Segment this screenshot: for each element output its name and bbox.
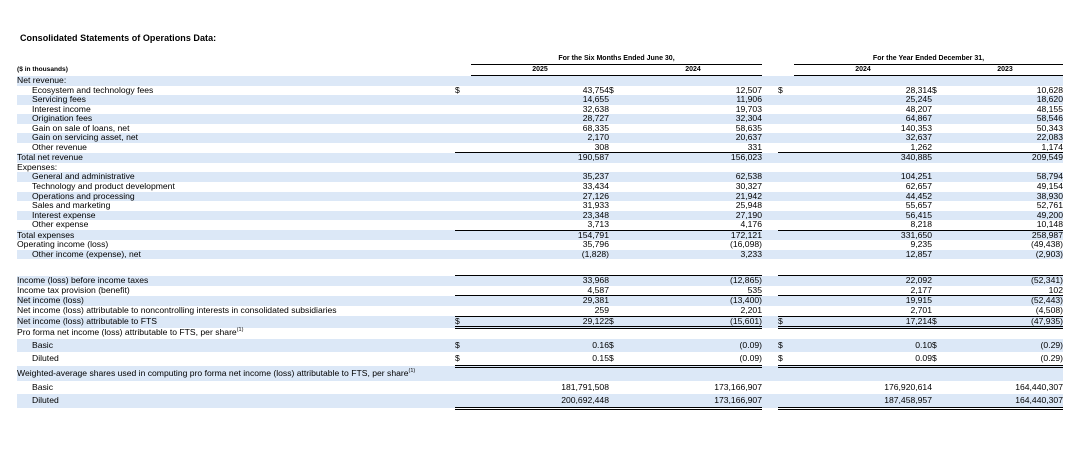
table-row — [17, 316, 1063, 328]
value-cell: (1,828) — [471, 250, 609, 260]
currency-symbol — [932, 276, 947, 286]
currency-symbol — [932, 250, 947, 260]
currency-symbol — [778, 124, 794, 134]
currency-symbol — [609, 133, 624, 143]
value-cell: 68,335 — [582, 122, 609, 133]
table-row — [17, 286, 1063, 296]
currency-symbol — [932, 105, 947, 115]
value-cell: 173,166,907 — [624, 394, 762, 409]
row-label: Income tax provision (benefit) — [17, 285, 130, 296]
value-cell: 164,440,307 — [947, 394, 1063, 409]
currency-symbol: $ — [455, 352, 471, 367]
header-year-ended: For the Year Ended December 31, — [794, 53, 1063, 65]
table-row — [17, 276, 1063, 286]
currency-symbol: $ — [609, 352, 624, 367]
row-label: Other revenue — [32, 142, 87, 153]
currency-symbol — [609, 163, 624, 173]
currency-symbol — [609, 240, 624, 250]
value-cell — [624, 366, 762, 381]
value-cell: 19,703 — [735, 103, 762, 114]
currency-symbol — [609, 95, 624, 105]
currency-symbol: $ — [778, 339, 794, 352]
currency-symbol: $ — [778, 84, 783, 95]
value-cell: 32,304 — [624, 114, 762, 124]
value-cell: 331 — [747, 141, 762, 152]
row-label: Servicing fees — [17, 95, 455, 105]
row-label: Other income (expense), net — [17, 250, 455, 260]
value-cell: 9,235 — [910, 239, 932, 250]
value-cell — [471, 328, 609, 339]
value-cell: 38,930 — [947, 192, 1063, 202]
currency-symbol — [932, 381, 947, 394]
value-cell: 10,148 — [1036, 219, 1063, 230]
currency-symbol — [778, 286, 794, 296]
value-cell: 48,155 — [1036, 103, 1063, 114]
currency-symbol: $ — [455, 316, 471, 328]
operations-table — [17, 53, 1063, 410]
currency-symbol — [778, 192, 794, 202]
currency-symbol — [932, 220, 947, 230]
value-cell: 0.09 — [794, 352, 932, 367]
value-cell: (0.29) — [947, 352, 1063, 367]
header-col-2024-year: 2024 — [794, 65, 932, 76]
value-cell: (4,508) — [1035, 305, 1063, 316]
value-cell: 4,176 — [740, 219, 762, 230]
currency-symbol — [455, 250, 471, 260]
currency-symbol — [932, 211, 947, 221]
currency-symbol — [932, 230, 947, 240]
table-row — [17, 306, 1063, 316]
currency-symbol — [609, 328, 624, 339]
value-cell: 140,353 — [900, 122, 932, 133]
currency-symbol — [778, 133, 794, 143]
header-col-2023: 2023 — [947, 65, 1063, 76]
value-cell: (0.29) — [947, 339, 1063, 352]
value-cell: 22,083 — [947, 133, 1063, 143]
currency-symbol — [778, 114, 794, 124]
value-cell: 1,174 — [1041, 141, 1063, 152]
value-cell: 28,727 — [471, 114, 609, 124]
units-label: ($ in thousands) — [17, 66, 68, 73]
value-cell: 0.16 — [471, 339, 609, 352]
header-col-2025: 2025 — [471, 65, 609, 76]
table-row — [17, 366, 1063, 381]
value-cell: (49,438) — [1030, 239, 1063, 250]
table-row — [17, 328, 1063, 339]
value-cell: 2,201 — [740, 305, 762, 316]
row-label: Pro forma net income (loss) attributable to FTS, per share$^{(1)}$ — [17, 327, 244, 338]
table-row — [17, 133, 1063, 143]
value-cell: 33,968 — [471, 276, 609, 286]
value-cell: (47,935) — [947, 316, 1063, 328]
header-year-row — [17, 65, 1063, 76]
currency-symbol — [455, 105, 471, 115]
table-row — [17, 220, 1063, 230]
value-cell: 8,218 — [910, 219, 932, 230]
value-cell: 1,262 — [910, 141, 932, 152]
header-group-row — [17, 53, 1063, 65]
table-row — [17, 230, 1063, 240]
currency-symbol — [778, 143, 794, 153]
value-cell: 104,251 — [794, 172, 932, 182]
currency-symbol — [609, 306, 624, 316]
value-cell: 3,233 — [624, 250, 762, 260]
value-cell: 209,549 — [947, 153, 1063, 163]
currency-symbol — [609, 153, 624, 163]
table-row — [17, 250, 1063, 260]
value-cell: 25,948 — [735, 200, 762, 211]
value-cell: 28,314 — [905, 84, 932, 95]
row-label: Sales and marketing — [32, 200, 111, 211]
currency-symbol — [778, 163, 794, 173]
value-cell: 200,692,448 — [471, 394, 609, 409]
row-label: Technology and product development — [32, 181, 175, 192]
table-row — [17, 339, 1063, 352]
currency-symbol — [778, 276, 794, 286]
currency-symbol — [778, 230, 794, 240]
row-label: Income (loss) before income taxes — [17, 276, 455, 286]
currency-symbol — [778, 220, 794, 230]
currency-symbol — [455, 240, 471, 250]
currency-symbol — [609, 211, 624, 221]
currency-symbol — [778, 306, 794, 316]
row-label: Basic — [17, 339, 455, 352]
currency-symbol — [932, 394, 947, 409]
value-cell: 30,327 — [735, 181, 762, 192]
currency-symbol — [932, 286, 947, 296]
value-cell: 0.15 — [471, 352, 609, 367]
value-cell: 22,092 — [794, 276, 932, 286]
value-cell: 4,587 — [587, 284, 609, 295]
value-cell: 58,794 — [947, 172, 1063, 182]
currency-symbol: $ — [455, 84, 460, 95]
value-cell: (52,443) — [947, 296, 1063, 306]
value-cell: 19,915 — [794, 296, 932, 306]
value-cell — [947, 366, 1063, 381]
value-cell: 62,538 — [624, 172, 762, 182]
currency-symbol — [778, 95, 794, 105]
value-cell — [947, 328, 1063, 339]
row-label: Operating income (loss) — [17, 239, 109, 250]
currency-symbol: $ — [932, 352, 947, 367]
currency-symbol — [609, 296, 624, 306]
value-cell: 20,637 — [624, 133, 762, 143]
row-label: Weighted-average shares used in computing pro forma net income (loss) attributable to FTS, per share$^{(1)}$ — [17, 366, 455, 381]
value-cell: 44,452 — [794, 192, 932, 202]
currency-symbol — [609, 230, 624, 240]
currency-symbol: $ — [609, 84, 614, 95]
currency-symbol — [932, 163, 947, 173]
currency-symbol — [778, 394, 794, 409]
currency-symbol — [609, 105, 624, 115]
currency-symbol — [455, 286, 471, 296]
currency-symbol — [932, 95, 947, 105]
currency-symbol — [932, 153, 947, 163]
currency-symbol — [455, 133, 471, 143]
value-cell: 154,791 — [471, 230, 609, 240]
currency-symbol — [455, 182, 471, 192]
currency-symbol — [455, 366, 471, 381]
row-label: Total expenses — [17, 230, 455, 240]
currency-symbol — [455, 381, 471, 394]
row-label: Diluted — [17, 394, 455, 409]
currency-symbol — [609, 220, 624, 230]
value-cell: 259 — [594, 305, 609, 316]
header-six-months: For the Six Months Ended June 30, — [471, 53, 762, 65]
value-cell — [794, 366, 932, 381]
value-cell: 32,638 — [582, 103, 609, 114]
currency-symbol — [609, 366, 624, 381]
value-cell — [624, 328, 762, 339]
currency-symbol — [932, 114, 947, 124]
currency-symbol — [455, 306, 471, 316]
currency-symbol: $ — [609, 316, 624, 328]
row-label: Basic — [32, 381, 54, 392]
value-cell: 43,754 — [582, 84, 609, 95]
row-label: Diluted — [32, 353, 59, 364]
value-cell: 2,701 — [910, 305, 932, 316]
value-cell: 14,655 — [471, 95, 609, 105]
value-cell: 48,207 — [905, 103, 932, 114]
value-cell: 12,507 — [735, 84, 762, 95]
value-cell: 32,637 — [794, 133, 932, 143]
value-cell: 23,348 — [471, 211, 609, 221]
row-label: Other expense — [32, 219, 89, 230]
value-cell: 2,177 — [910, 284, 932, 295]
table-row — [17, 211, 1063, 221]
currency-symbol — [778, 105, 794, 115]
currency-symbol — [778, 172, 794, 182]
table-row — [17, 381, 1063, 394]
value-cell: (13,400) — [624, 296, 762, 306]
currency-symbol — [932, 328, 947, 339]
currency-symbol — [609, 143, 624, 153]
table-row — [17, 153, 1063, 163]
currency-symbol — [778, 201, 794, 211]
row-label: Total net revenue — [17, 153, 455, 163]
value-cell: 56,415 — [794, 211, 932, 221]
value-cell: 258,987 — [947, 230, 1063, 240]
row-label: Gain on servicing asset, net — [17, 133, 455, 143]
value-cell: 331,650 — [794, 230, 932, 240]
currency-symbol — [455, 95, 471, 105]
row-label: Ecosystem and technology fees — [32, 84, 154, 95]
value-cell: 3,713 — [587, 219, 609, 230]
currency-symbol — [778, 250, 794, 260]
currency-symbol — [455, 153, 471, 163]
value-cell: 55,657 — [905, 200, 932, 211]
currency-symbol — [455, 163, 471, 173]
spacer-row — [17, 259, 1063, 276]
value-cell: 35,796 — [582, 239, 609, 250]
currency-symbol — [932, 306, 947, 316]
row-label: General and administrative — [17, 172, 455, 182]
currency-symbol — [778, 381, 794, 394]
value-cell: 11,906 — [624, 95, 762, 105]
value-cell: 62,657 — [905, 181, 932, 192]
currency-symbol — [932, 124, 947, 134]
currency-symbol — [455, 124, 471, 134]
currency-symbol — [778, 328, 794, 339]
row-label: Expenses: — [17, 161, 58, 172]
currency-symbol — [455, 172, 471, 182]
currency-symbol — [932, 296, 947, 306]
row-label: Operations and processing — [17, 192, 455, 202]
value-cell — [794, 328, 932, 339]
currency-symbol — [609, 250, 624, 260]
value-cell: 49,154 — [1036, 181, 1063, 192]
value-cell: (52,341) — [947, 276, 1063, 286]
currency-symbol — [455, 192, 471, 202]
currency-symbol — [932, 143, 947, 153]
value-cell: 29,122 — [471, 316, 609, 328]
value-cell: 64,867 — [794, 114, 932, 124]
currency-symbol — [932, 133, 947, 143]
currency-symbol — [778, 296, 794, 306]
currency-symbol — [609, 286, 624, 296]
row-label: Net income (loss) attributable to FTS — [17, 316, 455, 328]
currency-symbol — [932, 182, 947, 192]
value-cell: 340,885 — [794, 153, 932, 163]
currency-symbol: $ — [932, 316, 947, 328]
value-cell: 0.10 — [794, 339, 932, 352]
value-cell: 10,628 — [1036, 84, 1063, 95]
currency-symbol — [778, 240, 794, 250]
value-cell: (2,903) — [947, 250, 1063, 260]
currency-symbol — [932, 366, 947, 381]
currency-symbol — [609, 182, 624, 192]
value-cell: 535 — [747, 284, 762, 295]
header-col-2024-six: 2024 — [624, 65, 762, 76]
currency-symbol — [609, 201, 624, 211]
table-row — [17, 394, 1063, 409]
value-cell: 190,587 — [471, 153, 609, 163]
table-row — [17, 143, 1063, 153]
value-cell — [471, 366, 609, 381]
value-cell: (12,865) — [624, 276, 762, 286]
currency-symbol — [778, 182, 794, 192]
currency-symbol — [609, 394, 624, 409]
value-cell: 27,190 — [624, 211, 762, 221]
currency-symbol — [455, 394, 471, 409]
value-cell: 308 — [594, 141, 609, 152]
currency-symbol: $ — [932, 84, 937, 95]
currency-symbol — [609, 172, 624, 182]
currency-symbol — [455, 114, 471, 124]
currency-symbol — [778, 366, 794, 381]
value-cell: (15,601) — [624, 316, 762, 328]
table-row — [17, 352, 1063, 367]
row-label: Net revenue: — [17, 76, 455, 86]
currency-symbol — [455, 211, 471, 221]
statement-title: Consolidated Statements of Operations Data: — [20, 33, 217, 43]
value-cell: 27,126 — [471, 192, 609, 202]
value-cell: 58,635 — [735, 122, 762, 133]
currency-symbol — [455, 328, 471, 339]
currency-symbol — [455, 220, 471, 230]
currency-symbol — [609, 192, 624, 202]
row-label: Gain on sale of loans, net — [32, 122, 130, 133]
value-cell: 187,458,957 — [794, 394, 932, 409]
value-cell: 33,434 — [582, 181, 609, 192]
currency-symbol — [932, 192, 947, 202]
currency-symbol — [609, 114, 624, 124]
currency-symbol — [609, 124, 624, 134]
currency-symbol: $ — [778, 316, 794, 328]
value-cell: 2,170 — [471, 133, 609, 143]
value-cell: 25,245 — [794, 95, 932, 105]
value-cell: 21,942 — [624, 192, 762, 202]
value-cell: (0.09) — [624, 352, 762, 367]
row-label: Net income (loss) — [17, 296, 455, 306]
value-cell: 52,761 — [1036, 200, 1063, 211]
currency-symbol — [455, 201, 471, 211]
value-cell: 58,546 — [947, 114, 1063, 124]
row-label: Net income (loss) attributable to noncontrolling interests in consolidated subsidiaries — [17, 305, 337, 316]
currency-symbol: $ — [932, 339, 947, 352]
currency-symbol — [455, 296, 471, 306]
currency-symbol — [609, 276, 624, 286]
row-label: Interest expense — [17, 211, 455, 221]
currency-symbol: $ — [455, 339, 471, 352]
value-cell: 172,121 — [624, 230, 762, 240]
value-cell: 156,023 — [624, 153, 762, 163]
value-cell: (0.09) — [624, 339, 762, 352]
currency-symbol — [932, 172, 947, 182]
value-cell: 12,857 — [794, 250, 932, 260]
currency-symbol — [455, 230, 471, 240]
value-cell: 35,237 — [471, 172, 609, 182]
value-cell: (16,098) — [729, 239, 762, 250]
currency-symbol — [455, 143, 471, 153]
value-cell: 181,791,508 — [561, 381, 609, 392]
footnote-marker: (1) — [408, 368, 416, 375]
currency-symbol — [609, 381, 624, 394]
value-cell: 49,200 — [947, 211, 1063, 221]
currency-symbol: $ — [778, 352, 794, 367]
currency-symbol: $ — [609, 339, 624, 352]
currency-symbol — [778, 153, 794, 163]
value-cell: 102 — [1048, 284, 1063, 295]
value-cell: 173,166,907 — [714, 381, 762, 392]
value-cell: 50,343 — [1036, 122, 1063, 133]
currency-symbol — [778, 211, 794, 221]
footnote-marker: (1) — [236, 327, 244, 334]
currency-symbol — [932, 240, 947, 250]
value-cell: 17,214 — [794, 316, 932, 328]
currency-symbol — [932, 201, 947, 211]
value-cell: 176,920,614 — [884, 381, 932, 392]
row-label: Interest income — [32, 103, 91, 114]
value-cell: 31,933 — [582, 200, 609, 211]
row-label: Origination fees — [17, 114, 455, 124]
value-cell: 164,440,307 — [1015, 381, 1063, 392]
currency-symbol — [455, 276, 471, 286]
value-cell: 29,381 — [471, 296, 609, 306]
value-cell: 18,620 — [947, 95, 1063, 105]
